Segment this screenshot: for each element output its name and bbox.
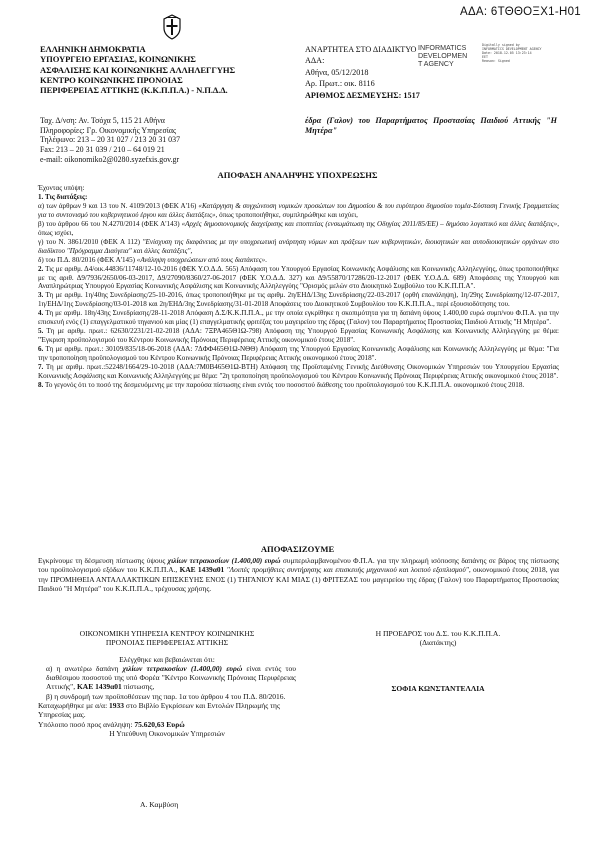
contact-line: e-mail: oikonomiko2@0280.syzefxis.gov.gr — [40, 154, 180, 164]
meta-line: ΑΔΑ: — [305, 56, 325, 66]
certified-label: Ελέγχθηκε και βεβαιώνεται ότι: — [119, 654, 215, 664]
signature-line: Date: 2018.12.05 13:23:14 — [482, 51, 532, 56]
considerations-body — [38, 184, 559, 390]
provisions-label: 1. Τις διατάξεις: — [38, 192, 88, 201]
signature-line: INFORMATICS DEVELOPMENT AGENCY — [482, 47, 542, 52]
digital-signature-details — [482, 43, 544, 63]
provision-item: γ) του Ν. 3861/2010 (ΦΕΚ Α 112) "Ενίσχυση της διαφάνειας με την υποχρεωτική ανάρτηση νόμων και πράξεων των κυβερνητικών, διοικητικών και αυτοδιοικητικών οργάνων στο διαδίκτυο "Πρόγραμμα Διαύγεια" και άλλες διατάξεις", — [38, 237, 559, 255]
commitment-number: ΑΡΙΘΜΟΣ ΔΕΣΜΕΥΣΗΣ: 1517 — [305, 90, 420, 100]
financial-service-block — [38, 629, 296, 738]
document-meta — [305, 44, 420, 101]
registration-line: Καταχωρήθηκε με α/α: 1933 στο Βιβλίο Εγκρίσεων και Εντολών Πληρωμής της Υπηρεσίας μας. — [38, 701, 280, 720]
decide-title: ΑΠΟΦΑΣΙΖΟΥΜΕ — [260, 544, 335, 554]
signature-line: Reason: Signed — [482, 59, 510, 64]
contact-line: Fax: 213 – 20 31 039 / 210 – 64 019 21 — [40, 145, 165, 155]
signature-agency — [418, 44, 467, 69]
organization-header — [40, 44, 235, 95]
consideration-item: 2. Τις με αριθμ. Δ4/οικ.44836/11748/12-10-2016 (ΦΕΚ Υ.Ο.Δ.Δ. 565) Απόφαση του Υπουργού Εργασίας Κοινωνικής Ασφάλισης και Κοινωνικής Αλληλεγγύης, όπως τροποποιήθηκε με τις αριθ. Δ9/7936/2650/06-03-2017, Δ9/27090/8360/27-06-2017 (ΦΕΚ Υ.Ο.Δ.Δ. 327) και Δ9/55870/17286/20-12-2017 (ΦΕΚ Υ.Ο.Δ.Δ. 689) Αποφάσεις της Υπουργού και Αναπληρώτριας Υπουργού Εργασίας Κοινωνικής Ασφάλισης και Κοινωνικής Αλληλεγγύης "Ορισμός μελών στο Διοικητικό Συμβούλιο του Κ.Κ.Π.Π.Α". — [38, 264, 559, 291]
chair-role: (Διατάκτης) — [419, 638, 457, 648]
org-line: ΑΣΦΑΛΙΣΗΣ ΚΑΙ ΚΟΙΝΩΝΙΚΗΣ ΑΛΛΗΛΕΓΓΥΗΣ — [40, 64, 235, 75]
certification-b: β) η συνδρομή των προϋποθέσεων της παρ. 1α του άρθρου 4 του Π.Δ. 80/2016. — [46, 691, 286, 701]
considering-label: Έχοντας υπόψη: — [38, 184, 85, 192]
consideration-item: 5. Τη με αριθμ. πρωτ.: 62630/2231/21-02-2018 (ΑΔΑ: 7ΞΡΑ465Θ1Ω-798) Απόφαση της Υπουργού Εργασίας Κοινωνικής Ασφάλισης και Κοινωνικής Αλληλεγγύης με θέμα: "Έγκριση προϋπολογισμού του Κέντρου Κοινωνικής Πρόνοιας Περιφέρειας Αττικής οικονομικού έτους 2018". — [38, 327, 559, 345]
org-line: ΚΕΝΤΡΟ ΚΟΙΝΩΝΙΚΗΣ ΠΡΟΝΟΙΑΣ — [40, 74, 183, 85]
chair-signer-name: ΣΟΦΙΑ ΚΩΝΣΤΑΝΤΕΛΛΙΑ — [391, 684, 485, 693]
contact-line: Τηλέφωνο: 213 – 20 31 027 / 213 20 31 037 — [40, 135, 181, 145]
meta-line: Αρ. Πρωτ.: οικ. 8116 — [305, 79, 375, 89]
provision-item: α) των άρθρων 9 και 13 του Ν. 4109/2013 (ΦΕΚ Α'16) «Κατάργηση & συγχώνευση νομικών προσώπων του Δημοσίου & του ευρύτερου δημοσίου τομέα-Σύσταση Γενικής Γραμματείας για το συντονισμό του κυβερνητικού έργου και άλλες διατάξεις», όπως τροποποιήθηκε, συμπληρώθηκε και ισχύει, — [38, 201, 559, 219]
decision-paragraph: Εγκρίνουμε τη δέσμευση πίστωσης ύψους χιλίων τετρακοσίων (1.400,00) ευρώ συμπεριλαμβανομένου Φ.Π.Α. για την πληρωμή ισόποσης δαπάνης σε βάρος της πίστωσης του προϋπολογισμού εξόδων του Κ.Κ.Π.Π.Α., ΚΑΕ 1439α01 "Λοιπές προμήθειες συντήρησης και επισκευής μηχανικού και λοιπού εξοπλισμού", οικονομικού έτους 2018, για την ΠΡΟΜΗΘΕΙΑ ΑΝΤΑΛΛΑΚΤΙΚΩΝ ΕΠΙΣΚΕΥΗΣ ΕΝΟΣ (1) ΤΗΓΑΝΙΟΥ ΚΑΙ ΜΙΑΣ (1) ΦΡΙΤΕΖΑΣ του μαγειρείου της έδρας (Γαλον) του Παραρτήματος Προστασίας Παιδιού "Η Μητέρα" του Κ.Κ.Π.Π.Α., τρέχουσας χρήσης. — [38, 556, 559, 594]
agency-line: DEVELOPMEN — [418, 52, 468, 61]
meta-line: ΑΝΑΡΤΗΤΕΑ ΣΤΟ ΔΙΑΔΙΚΤΥΟ — [305, 45, 417, 54]
signature-line: EET — [482, 55, 488, 60]
agency-line: INFORMATICS — [418, 44, 467, 52]
contact-line: Πληροφορίες: Γρ. Οικονομικής Υπηρεσίας — [40, 125, 177, 135]
consideration-item: 8. Το γεγονός ότι το ποσό της δεσμευόμενης με την παρούσα πίστωσης είναι εντός του ποσοστού διάθεσης του προϋπολογισμού του Κ.Κ.Π.Π.Α. οικονομικού έτους 2018. — [38, 380, 525, 389]
financial-signer-name: Α. Καμβύση — [140, 800, 179, 809]
subject-seat: έδρα (Γαλον) του Παραρτήματος Προστασίας Παιδιού Αττικής "Η Μητέρα" — [305, 116, 557, 136]
contact-line: Ταχ. Δ/νση: Αν. Τσόχα 5, 115 21 Αθήνα — [40, 116, 165, 125]
provision-item: δ) του Π.Δ. 80/2016 (ΦΕΚ Α'145) «Ανάληψη υποχρεώσεων από τους διατάκτες». — [38, 255, 267, 264]
consideration-item: 7. Τη με αριθμ. πρωτ.:52248/1664/29-10-2018 (ΑΔΑ:7Μ0Β465Θ1Ω-ΒΤΗ) Απόφαση της Προϊσταμένης Γενικής Διεύθυνσης Οικονομικών Υπηρεσιών του Υπουργείου Εργασίας Κοινωνικής Ασφάλισης και Κοινωνικής Αλληλεγγύης με θέμα: "2η τροποποίηση προϋπολογισμού του Κέντρου Κοινωνικής Πρόνοιας Περιφέρειας Αττικής οικονομικού έτους 2018". — [38, 363, 559, 381]
org-line: ΥΠΟΥΡΓΕΙΟ ΕΡΓΑΣΙΑΣ, ΚΟΙΝΩΝΙΚΗΣ — [40, 54, 196, 65]
financial-head-of: Η Υπεύθυνη Οικονομικών Υπηρεσιών — [109, 728, 225, 738]
signature-line: Digitally signed by — [482, 43, 520, 47]
consideration-item: 6. Τη με αριθμ. πρωτ.: 30109/835/18-06-2018 (ΑΔΑ: 7ΔΦΦ465Θ1Ω-ΝΘΘ) Απόφαση της Υπουργού Εργασίας Κοινωνικής Ασφάλισης και Κοινωνικής Αλληλεγγύης με θέμα: "Για την τροποποίηση προϋπολογισμού του Κέντρου Κοινωνικής Πρόνοιας Περιφέρειας Αττικής οικονομικού έτους 2018". — [38, 345, 559, 363]
meta-line: Αθήνα, 05/12/2018 — [305, 67, 369, 77]
hellenic-republic-emblem-icon — [162, 14, 182, 40]
decision-amount: χιλίων τετρακοσίων (1.400,00) ευρώ — [167, 556, 281, 565]
provision-item: β) του άρθρου 66 του Ν.4270/2014 (ΦΕΚ Α'143) «Αρχές δημοσιονομικής διαχείρισης και εποπτείας (ενσωμάτωση της Οδηγίας 2011/85/ΕΕ) – δημόσιο λογιστικό και άλλες διατάξεις», όπως ισχύει, — [38, 219, 559, 237]
decision-kae: ΚΑΕ 1439α01 — [179, 565, 225, 575]
consideration-item: 3. Τη με αριθμ. 1η/40ης Συνεδρίασης/25-10-2016, όπως τροποποιήθηκε με τις αριθμ. 2η/ΕΗΔ/13ης Συνεδρίασης/22-03-2017 (ορθή επανάληψη), 1η/29ης Συνεδρίασης/12-07-2017, 1η/ΕΗΔ/1ης Συνεδρίασης/03-01-2018 και 2η/ΕΗΔ/3ης Συνεδρίασης/31-01-2018 Αποφάσεις του Διοικητικού Συμβουλίου του Κ.Κ.Π.Π.Α., περί εξουσιοδότησης του. — [38, 291, 559, 309]
balance-line: Υπόλοιπο ποσό προς ανάληψη: 75.620,63 Ευρώ — [38, 719, 185, 729]
ada-code: ΑΔΑ: 6ΤΘΘΟΞΧ1-Η01 — [459, 6, 581, 18]
decision-title: ΑΠΟΦΑΣΗ ΑΝΑΛΗΨΗΣ ΥΠΟΧΡΕΩΣΗΣ — [217, 170, 378, 180]
chair-title: Η ΠΡΟΕΔΡΟΣ του Δ.Σ. του Κ.Κ.Π.Π.Α. — [375, 629, 501, 638]
org-line: ΕΛΛΗΝΙΚΗ ΔΗΜΟΚΡΑΤΙΑ — [40, 44, 146, 54]
org-line: ΠΕΡΙΦΕΡΕΙΑΣ ΑΤΤΙΚΗΣ (Κ.Κ.Π.Π.Α.) - Ν.Π.Δ.Δ. — [40, 85, 228, 96]
financial-service-heading: ΟΙΚΟΝΟΜΙΚΗ ΥΠΗΡΕΣΙΑ ΚΕΝΤΡΟΥ ΚΟΙΝΩΝΙΚΗΣ ΠΡΟΝΟΙΑΣ ΠΕΡΙΦΕΡΕΙΑΣ ΑΤΤΙΚΗΣ — [79, 629, 255, 648]
certification-a: α) η ανωτέρω δαπάνη χιλίων τετρακοσίων (1.400,00) ευρώ είναι εντός του διαθέσιμου ποσοστού της υπό Φορέα "Κέντρο Κοινωνικής Πρόνοιας Περιφέρειας Αττικής", ΚΑΕ 1439α01 πίστωσης, — [46, 663, 296, 692]
contact-info — [40, 116, 180, 165]
consideration-item: 4. Τη με αριθμ. 18η/43ης Συνεδρίασης/28-11-2018 Απόφαση Δ.Σ/Κ.Κ.Π.Π.Α., με την οποία εγκρίθηκε η σκοπιμότητα για τη δαπάνη ύψους 1.400,00 ευρώ συμπ/νου Φ.Π.Α. για την επισκευή ενός (1) επαγγελματικού τηγανιού και μίας (1) επαγγελματικής φριτέζας του μαγειρείου της έδρας (Γαλον) του Παραρτήματος Προστασίας Παιδιού Αττικής "Η Μητέρα". — [38, 309, 559, 327]
agency-line: T AGENCY — [418, 60, 454, 69]
chair-block — [320, 629, 556, 648]
